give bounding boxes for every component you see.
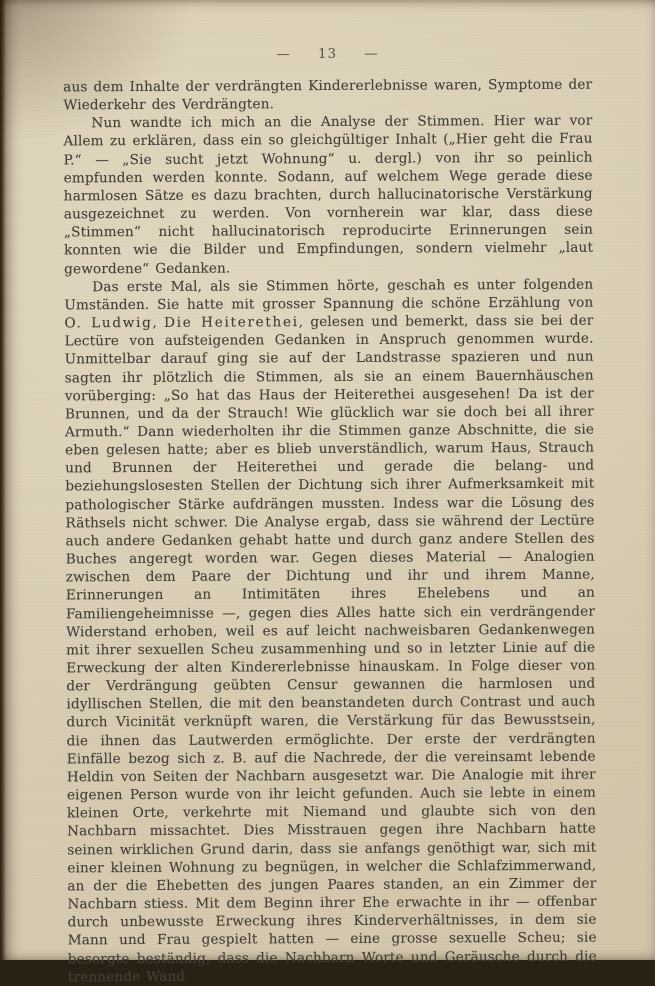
spaced-emphasis-text: O. Ludwig [64,315,152,331]
body-text [63,76,597,986]
header-dash-right: — [364,46,379,62]
paragraph [63,76,592,115]
header-dash-left: — [276,46,291,62]
paragraph-text: Nun wandte ich mich an die Analyse der Stimmen. Hier war vor Allem zu erklären, dass ein so gleichgültiger Inhalt („Hier geht die Frau P.“ — „Sie sucht jetzt Wohnung“ u. dergl.) von ihr so peinlich empfunden werden konnte. Sodann, auf welchem Wege gerade diese harmlosen Sätze es dazu brachten, durch hallucinatorische Verstärkung ausgezeichnet zu werden. Von vornherein war klar, dass diese „Stimmen“ nicht hallucinatorisch reproducirte Erinnerungen sein konnten wie die Bilder und Empfindungen, sondern vielmehr „laut gewordene“ Gedanken. [63,113,593,277]
paragraph [64,275,597,986]
page-header [63,45,592,64]
paragraph [63,112,593,278]
paragraph-text: , gelesen und bemerkt, dass sie bei der Lectüre von aufsteigenden Gedanken in Anspruch genommen wurde. Unmittelbar darauf ging sie auf der Landstrasse spazieren und nun sagten ihr plötzlich die Stimmen, als sie an einem Bauernhäuschen vorüberging: „So hat das Haus der Heiterethei ausgesehen! Da ist der Brunnen, und da der Strauch! Wie glücklich war sie doch bei all ihrer Armuth.“ Dann wiederholten ihr die Stimmen ganze Abschnitte, die sie eben gelesen hatte; aber es blieb unverständlich, warum Haus, Strauch und Brunnen der Heiterethei und gerade die belang- und beziehungslosesten Stellen der Dichtung sich ihrer Aufmerksamkeit mit pathologischer Stärke aufdrängen mussten. Indess war die Lösung des Räthsels nicht schwer. Die Analyse ergab, dass sie während der Lectüre auch andere Gedanken gehabt hatte und durch ganz andere Stellen des Buches angeregt worden war. Gegen dieses Material — Analogien zwischen dem Paare der Dichtung und ihr und ihrem Manne, Erinnerungen an Intimitäten ihres Ehelebens und an Familiengeheimnisse —, gegen dies Alles hatte sich ein verdrängender Widerstand erhoben, weil es auf leicht nachweisbaren Gedankenwegen mit ihrer sexuellen Scheu zusammenhing und so in letzter Linie auf die Erweckung der alten Kindererlebnisse hinauskam. In Folge dieser von der Verdrängung geübten Censur gewannen die harmlosen und idyllischen Stellen, die mit den beanstandeten durch Contrast und auch durch Vicinität verknüpft waren, die Verstärkung für das Bewusstsein, die ihnen das Lautwerden ermöglichte. Der erste der verdrängten Einfälle bezog sich z. B. auf die Nachrede, der die vereinsamt lebende Heldin von Seiten der Nachbarn ausgesetzt war. Die Analogie mit ihrer eigenen Person wurde von ihr leicht gefunden. Auch sie lebte in einem kleinen Orte, verkehrte mit Niemand und glaubte sich von den Nachbarn missachtet. Dies Misstrauen gegen ihre Nachbarn hatte seinen wirklichen Grund darin, dass sie anfangs genöthigt war, sich mit einer kleinen Wohnung zu begnügen, in welcher die Schlafzimmerwand, an der die Ehebetten des jungen Paares standen, an ein Zimmer der Nachbarn stiess. Mit dem Beginn ihrer Ehe erwachte in ihr — offenbar durch unbewusste Erweckung ihres Kinderverhältnisses, in dem sie Mann und Frau gespielt hatten — eine grosse sexuelle Scheu; sie besorgte beständig, dass die Nachbarn Worte und Geräusche durch die trennende Wand [65,313,597,985]
paragraph-text: , [152,315,164,331]
paragraph-text: aus dem Inhalte der verdrängten Kindererlebnisse waren, Symptome der Wiederkehr des Verdrängten. [63,77,592,114]
scan-edge-shadow [0,0,6,960]
page-number: 13 [318,46,337,62]
paragraph-text: Das erste Mal, als sie Stimmen hörte, geschah es unter folgenden Umständen. Sie hatte mit grosser Spannung die schöne Erzählung von [64,276,593,313]
page-content [63,45,597,986]
spaced-emphasis-text: Die Heiterethei [164,314,299,331]
